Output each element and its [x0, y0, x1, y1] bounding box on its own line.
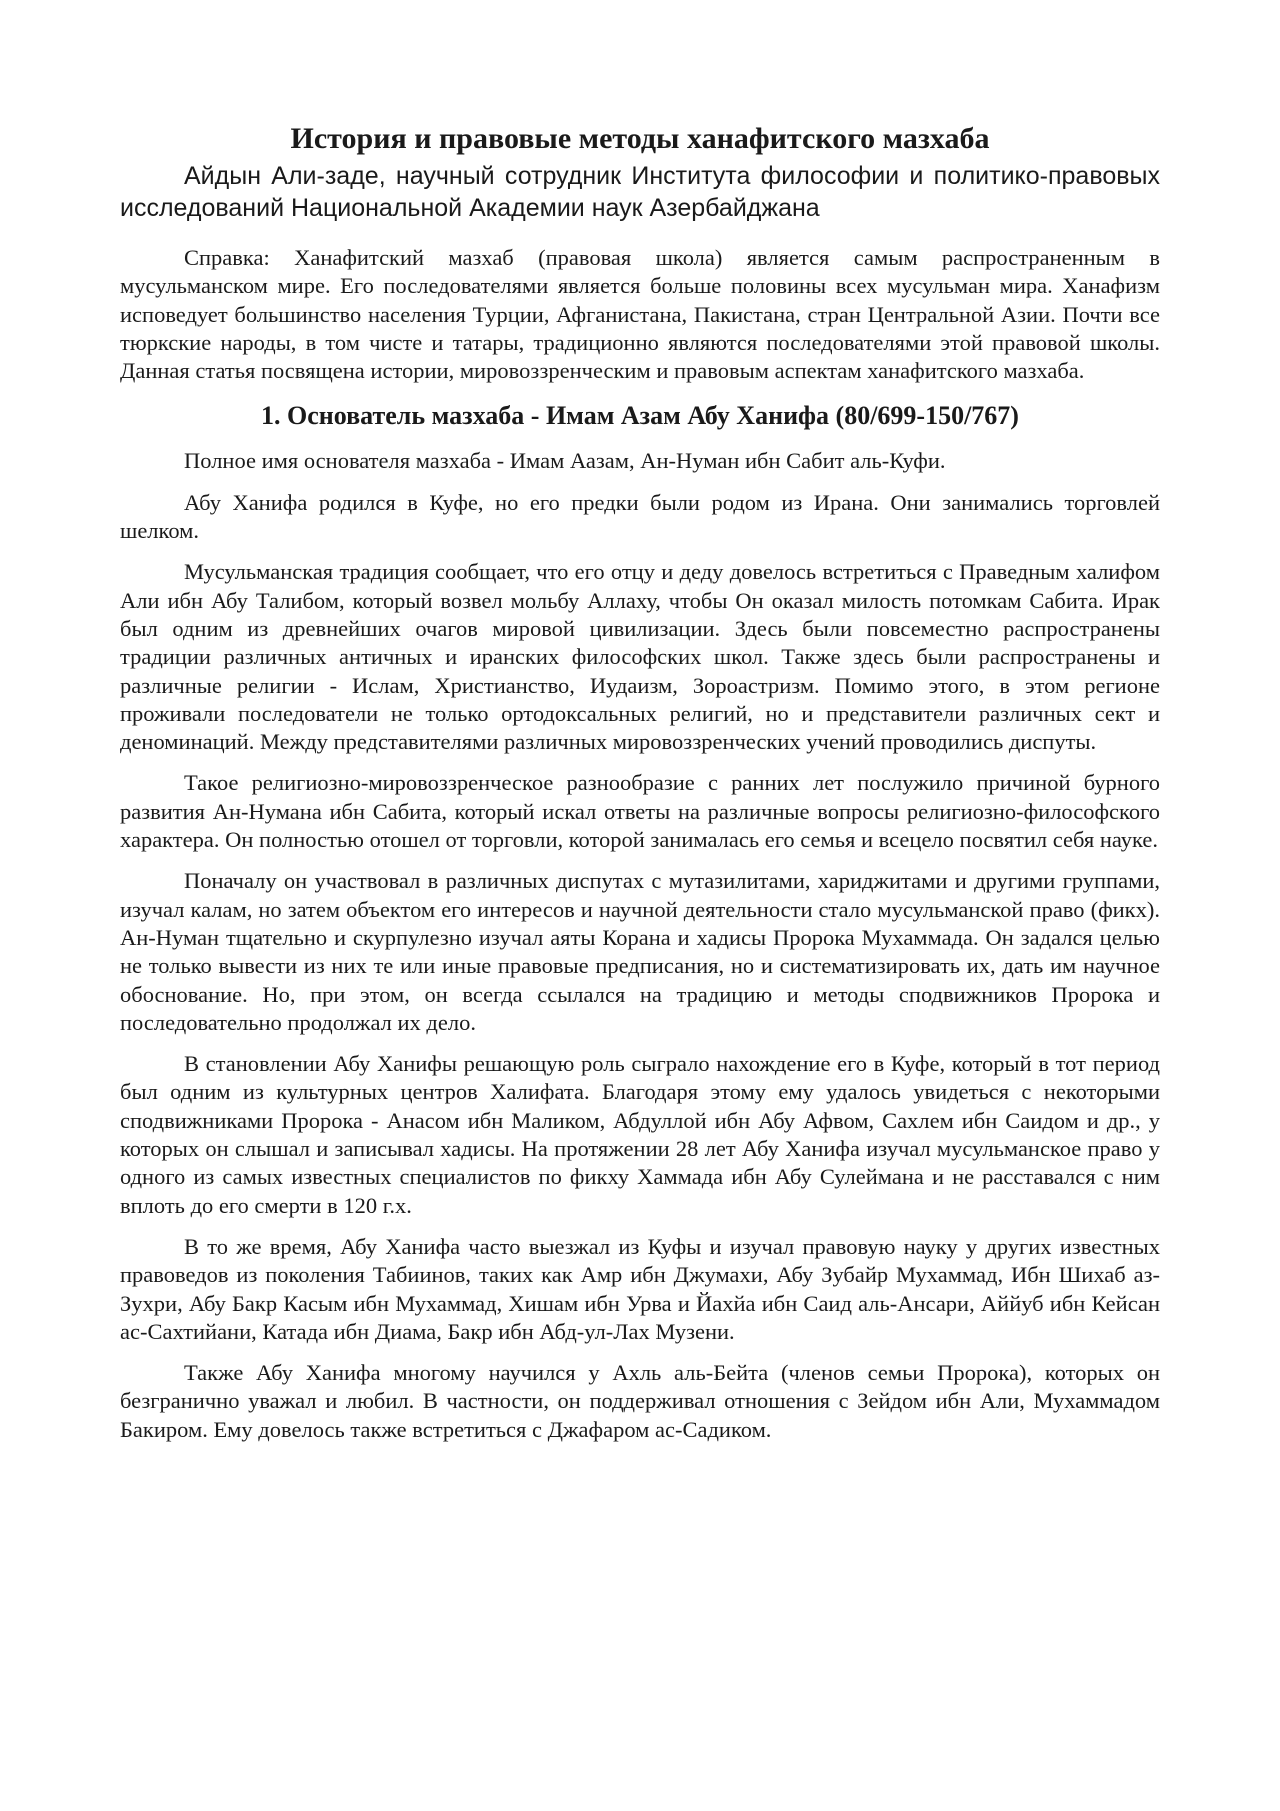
- author-line: Айдын Али-заде, научный сотрудник Института философии и политико-правовых исследований Национальной Академии наук Азербайджана: [120, 162, 1160, 222]
- body-paragraph: Также Абу Ханифа многому научился у Ахль аль-Бейта (членов семьи Пророка), которых он безгранично уважал и любил. В частности, он поддерживал отношения с Зейдом ибн Али, Мухаммадом Бакиром. Ему довелось также встретиться с Джафаром ас-Садиком.: [120, 1360, 1160, 1442]
- body-paragraph: Поначалу он участвовал в различных диспутах с мутазилитами, хариджитами и другими группами, изучал калам, но затем объектом его интересов и научной деятельности стало мусульманской право (фикх). Ан-Нуман тщательно и скурпулезно изучал аяты Корана и хадисы Пророка Мухаммада. Он задался целью не только вывести из них те или иные правовые предписания, но и систематизировать их, дать им научное обоснование. Но, при этом, он всегда ссылался на традицию и методы сподвижников Пророка и последовательно продолжал их дело.: [120, 868, 1160, 1035]
- body-paragraph: Такое религиозно-мировоззренческое разнообразие с ранних лет послужило причиной бурного развития Ан-Нумана ибн Сабита, который искал ответы на различные вопросы религиозно-философского характера. Он полностью отошел от торговли, которой занималась его семья и всецело посвятил себя науке.: [120, 770, 1160, 853]
- body-paragraph: В становлении Абу Ханифы решающую роль сыграло нахождение его в Куфе, который в тот период был одним из культурных центров Халифата. Благодаря этому ему удалось увидеться с некоторыми сподвижниками Пророка - Анасом ибн Маликом, Абдуллой ибн Абу Афвом, Сахлем ибн Саидом и др., у которых он слышал и записывал хадисы. На протяжении 28 лет Абу Ханифа изучал мусульманское право у одного из самых известных специалистов по фикху Хаммада ибн Абу Сулеймана и не расставался с ним вплоть до его смерти в 120 г.х.: [120, 1051, 1160, 1218]
- body-paragraph: В то же время, Абу Ханифа часто выезжал из Куфы и изучал правовую науку у других известных правоведов из поколения Табиинов, таких как Амр ибн Джумахи, Абу Зубайр Мухаммад, Ибн Шихаб аз-Зухри, Абу Бакр Касым ибн Мухаммад, Хишам ибн Урва и Йахйа ибн Саид аль-Ансари, Аййуб ибн Кейсан ас-Сахтийани, Катада ибн Диама, Бакр ибн Абд-ул-Лах Музени.: [120, 1233, 1160, 1344]
- body-paragraph: Мусульманская традиция сообщает, что его отцу и деду довелось встретиться с Праведным халифом Али ибн Абу Талибом, который возвел мольбу Аллаху, чтобы Он оказал милость потомкам Сабита. Ирак был одним из древнейших очагов мировой цивилизации. Здесь были повсеместно распространены традиции различных античных и иранских философских школ. Также здесь были распространены и различные религии - Ислам, Христианство, Иудаизм, Зороастризм. Помимо этого, в этом регионе проживали последователи не только ортодоксальных религий, но и представители различных сект и деноминаций. Между представителями различных мировоззренческих учений проводились диспуты.: [120, 559, 1160, 755]
- abstract-paragraph: Справка: Ханафитский мазхаб (правовая школа) является самым распространенным в мусульманском мире. Его последователями является больше половины всех мусульман мира. Ханафизм исповедует большинство населения Турции, Афганистана, Пакистана, стран Центральной Азии. Почти все тюркские народы, в том чисте и татары, традиционно являются последователями этой правовой школы. Данная статья посвящена истории, мировоззренческим и правовым аспектам ханафитского мазхаба.: [120, 245, 1160, 384]
- document-title: История и правовые методы ханафитского мазхаба: [290, 122, 990, 155]
- section-heading: 1. Основатель мазхаба - Имам Азам Абу Ханифа (80/699-150/767): [261, 401, 1019, 431]
- body-paragraph: Полное имя основателя мазхаба - Имам Аазам, Ан-Нуман ибн Сабит аль-Куфи.: [184, 448, 946, 474]
- document-page: [120, 120, 1160, 1457]
- body-paragraph: Абу Ханифа родился в Куфе, но его предки были родом из Ирана. Они занимались торговлей шелком.: [120, 489, 1160, 544]
